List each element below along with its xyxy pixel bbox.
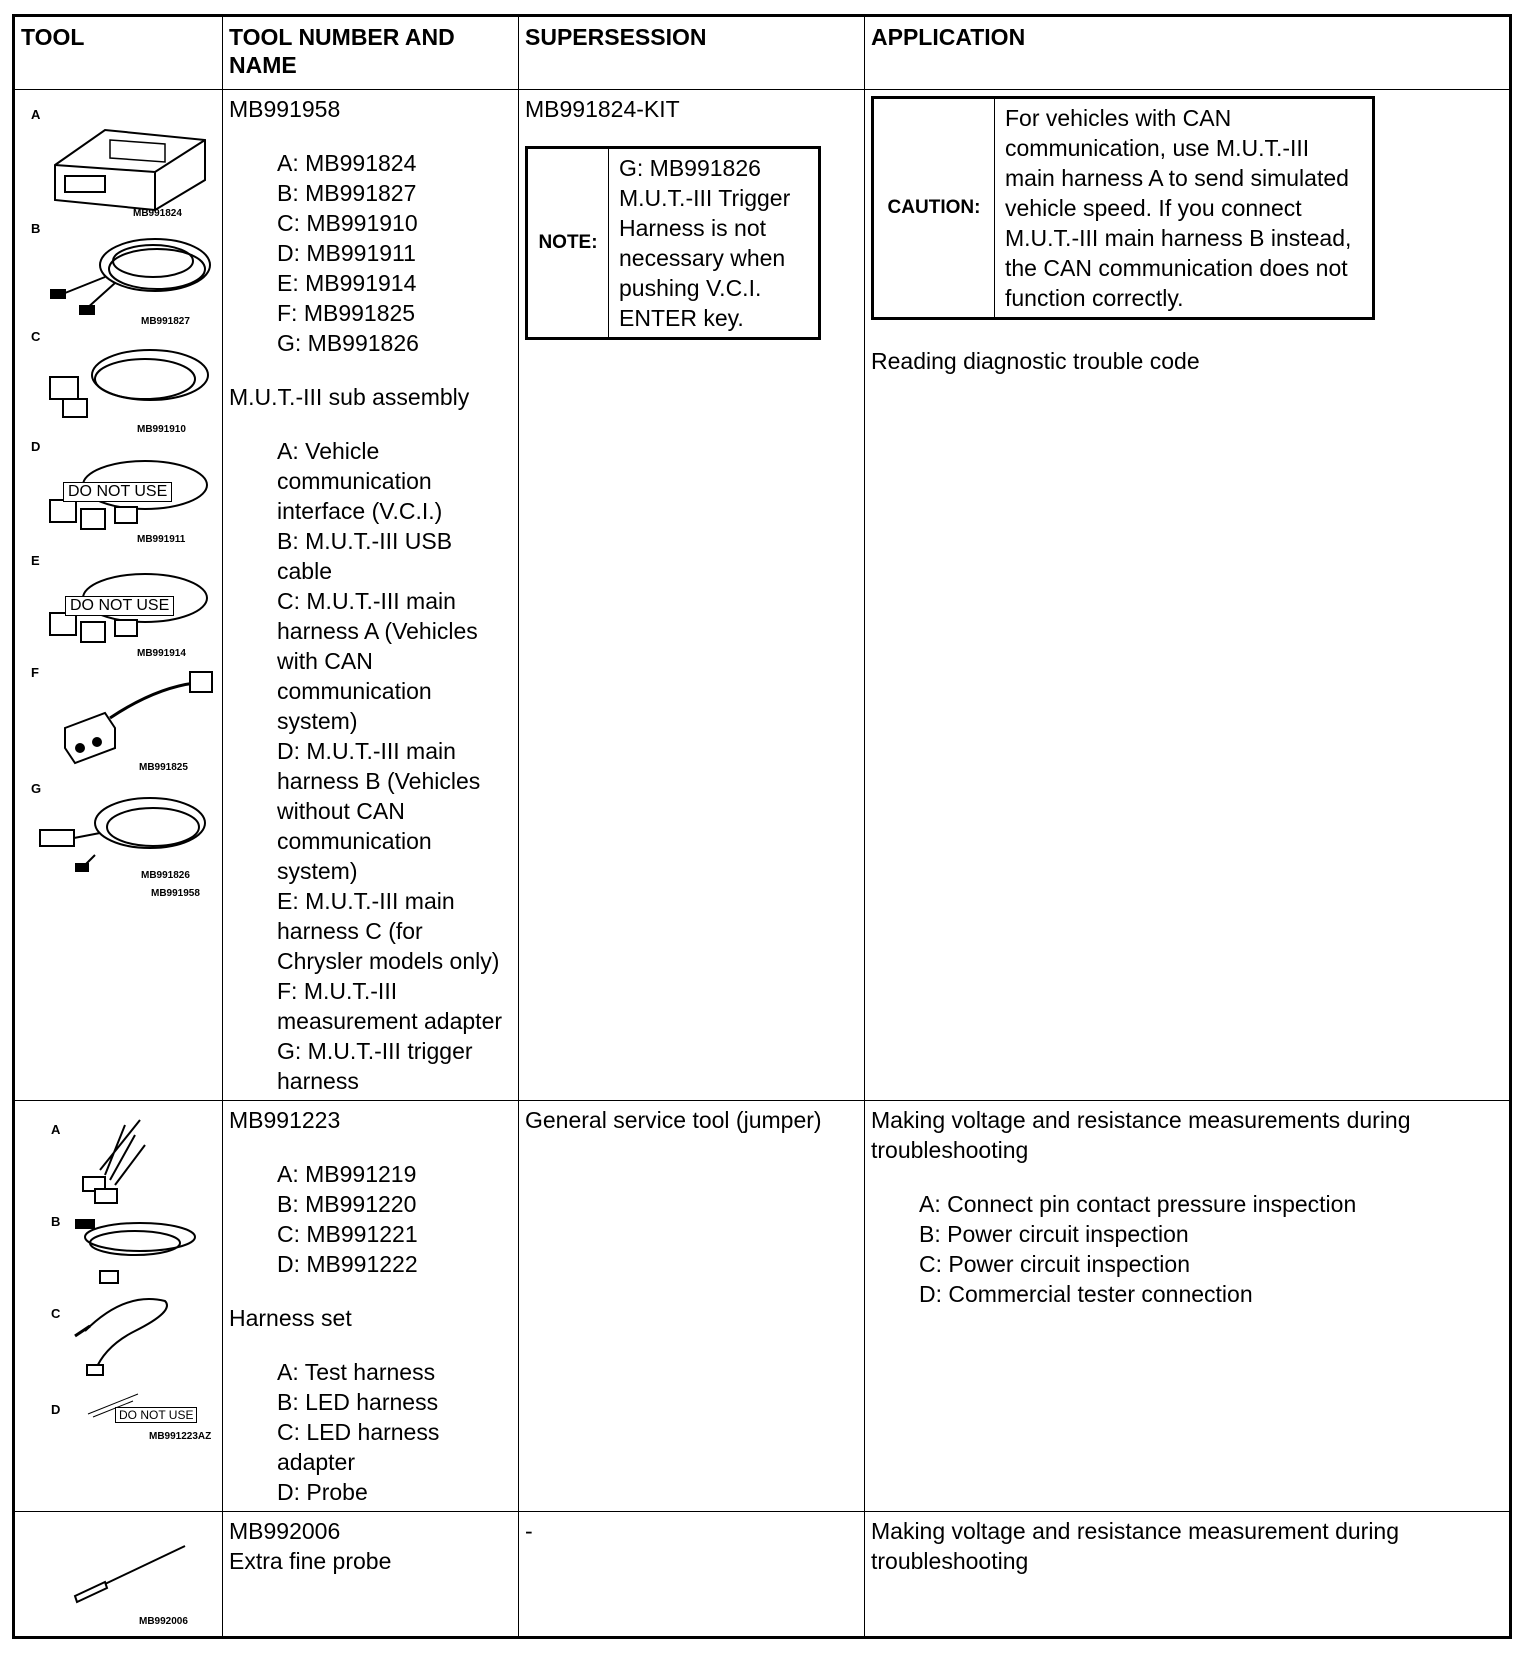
illus-label: B — [31, 221, 41, 236]
list-item: D: M.U.T.-III main harness B (Vehicles without CAN communication system) — [277, 738, 481, 884]
tool-number-cell — [223, 90, 519, 1101]
supersession-cell — [519, 1101, 865, 1512]
application-list — [871, 1189, 1503, 1309]
illus-code: MB992006 — [139, 1616, 188, 1627]
illus-label: C — [31, 329, 41, 344]
parts-list — [229, 1159, 512, 1279]
table-header-row — [14, 16, 1511, 90]
illus-code: MB991911 — [137, 534, 186, 545]
illus-label: G — [31, 781, 42, 796]
extra-fine-probe-illustration — [65, 1538, 195, 1608]
table-row — [14, 90, 1511, 1101]
illus-code: MB991223AZ — [149, 1431, 212, 1442]
illus-label: D — [31, 439, 41, 454]
supersession-cell — [519, 1512, 865, 1638]
list-item: C: LED harness adapter — [277, 1419, 440, 1475]
do-not-use-tag: DO NOT USE — [65, 596, 174, 616]
do-not-use-tag: DO NOT USE — [115, 1407, 197, 1423]
illus-label: A — [31, 107, 41, 122]
usb-cable-illustration — [45, 225, 215, 320]
tool-illustrations-mb991958 — [14, 90, 223, 1101]
illus-code: MB991825 — [139, 762, 188, 773]
tool-illustrations-mb992006 — [14, 1512, 223, 1638]
list-item: E: MB991914 — [277, 270, 417, 296]
header-tool: TOOL — [14, 16, 223, 90]
led-harness-adapter-illustration — [65, 1291, 185, 1381]
list-item: B: MB991827 — [277, 180, 417, 206]
table-row — [14, 1512, 1511, 1638]
list-item: A: MB991824 — [277, 150, 417, 176]
list-item: B: Power circuit inspection — [919, 1221, 1189, 1247]
illus-code: MB991827 — [141, 316, 190, 327]
list-item: E: M.U.T.-III main harness C (for Chrysler models only) — [277, 888, 500, 974]
illus-label: C — [51, 1306, 61, 1321]
list-item: F: MB991825 — [277, 300, 416, 326]
led-harness-illustration — [70, 1209, 200, 1289]
illus-label: B — [51, 1214, 61, 1229]
application-cell — [865, 1512, 1511, 1638]
tool-name: M.U.T.-III sub assembly — [229, 384, 470, 410]
list-item: G: M.U.T.-III trigger harness — [277, 1038, 473, 1094]
illus-label: D — [51, 1402, 61, 1417]
illus-code: MB991910 — [137, 424, 186, 435]
list-item: B: LED harness — [277, 1389, 439, 1415]
do-not-use-tag: DO NOT USE — [63, 482, 172, 502]
note-text: G: MB991826 M.U.T.-III Trigger Harness is not necessary when pushing V.C.I. ENTER key. — [609, 148, 820, 339]
application-cell — [865, 1101, 1511, 1512]
tool-number-cell — [223, 1512, 519, 1638]
supersession-cell — [519, 90, 865, 1101]
illus-code: MB991824 — [133, 208, 182, 219]
list-item: F: M.U.T.-III measurement adapter — [277, 978, 503, 1034]
illus-code: MB991958 — [151, 888, 200, 899]
tool-number: MB992006 — [229, 1518, 341, 1544]
header-application: APPLICATION — [865, 16, 1511, 90]
header-supersession: SUPERSESSION — [519, 16, 865, 90]
note-label: NOTE: — [527, 148, 609, 339]
application-text: Reading diagnostic trouble code — [871, 348, 1200, 374]
list-item: C: MB991221 — [277, 1221, 418, 1247]
list-item: D: Commercial tester connection — [919, 1281, 1253, 1307]
list-item: C: M.U.T.-III main harness A (Vehicles with CAN communication system) — [277, 588, 478, 734]
tool-number: MB991958 — [229, 96, 341, 122]
tool-illustrations-mb991223 — [14, 1101, 223, 1512]
supersession-value: - — [525, 1518, 533, 1544]
caution-box — [871, 96, 1375, 320]
list-item: C: MB991910 — [277, 210, 418, 236]
tool-number-cell — [223, 1101, 519, 1512]
list-item: A: MB991219 — [277, 1161, 417, 1187]
parts-list — [229, 148, 512, 358]
special-tools-table — [12, 14, 1512, 1639]
illus-code: MB991826 — [141, 870, 190, 881]
vci-device-illustration — [45, 110, 215, 220]
illus-label: A — [51, 1122, 61, 1137]
list-item: D: Probe — [277, 1479, 368, 1505]
test-harness-illustration — [65, 1115, 165, 1210]
supersession-value: MB991824-KIT — [525, 96, 680, 122]
main-harness-a-illustration — [45, 335, 215, 425]
table-row — [14, 1101, 1511, 1512]
application-cell — [865, 90, 1511, 1101]
supersession-value: General service tool (jumper) — [525, 1107, 822, 1133]
list-item: B: MB991220 — [277, 1191, 417, 1217]
description-list — [229, 436, 512, 1096]
tool-name: Extra fine probe — [229, 1548, 392, 1574]
illus-code: MB991914 — [137, 648, 186, 659]
caution-text: For vehicles with CAN communication, use M.U.T.-III main harness A to send simulated vehicle speed. If you connect M.U.T.-III main harness B instead, the CAN communication does not function correctly. — [995, 98, 1374, 319]
list-item: C: Power circuit inspection — [919, 1251, 1190, 1277]
caution-label: CAUTION: — [873, 98, 995, 319]
tool-name: Harness set — [229, 1305, 352, 1331]
measurement-adapter-illustration — [45, 668, 215, 768]
list-item: G: MB991826 — [277, 330, 419, 356]
list-item: D: MB991911 — [277, 240, 416, 266]
list-item: A: Vehicle communication interface (V.C.I.) — [277, 438, 443, 524]
application-text: Making voltage and resistance measurements during troubleshooting — [871, 1107, 1411, 1163]
note-box — [525, 146, 821, 340]
list-item: A: Test harness — [277, 1359, 436, 1385]
description-list — [229, 1357, 512, 1507]
list-item: D: MB991222 — [277, 1251, 418, 1277]
illus-label: E — [31, 553, 40, 568]
trigger-harness-illustration — [35, 785, 215, 875]
list-item: B: M.U.T.-III USB cable — [277, 528, 453, 584]
tool-number: MB991223 — [229, 1107, 341, 1133]
application-text: Making voltage and resistance measurement during troubleshooting — [871, 1518, 1400, 1574]
list-item: A: Connect pin contact pressure inspection — [919, 1191, 1357, 1217]
illus-label: F — [31, 665, 39, 680]
header-tool-number-name: TOOL NUMBER AND NAME — [223, 16, 519, 90]
